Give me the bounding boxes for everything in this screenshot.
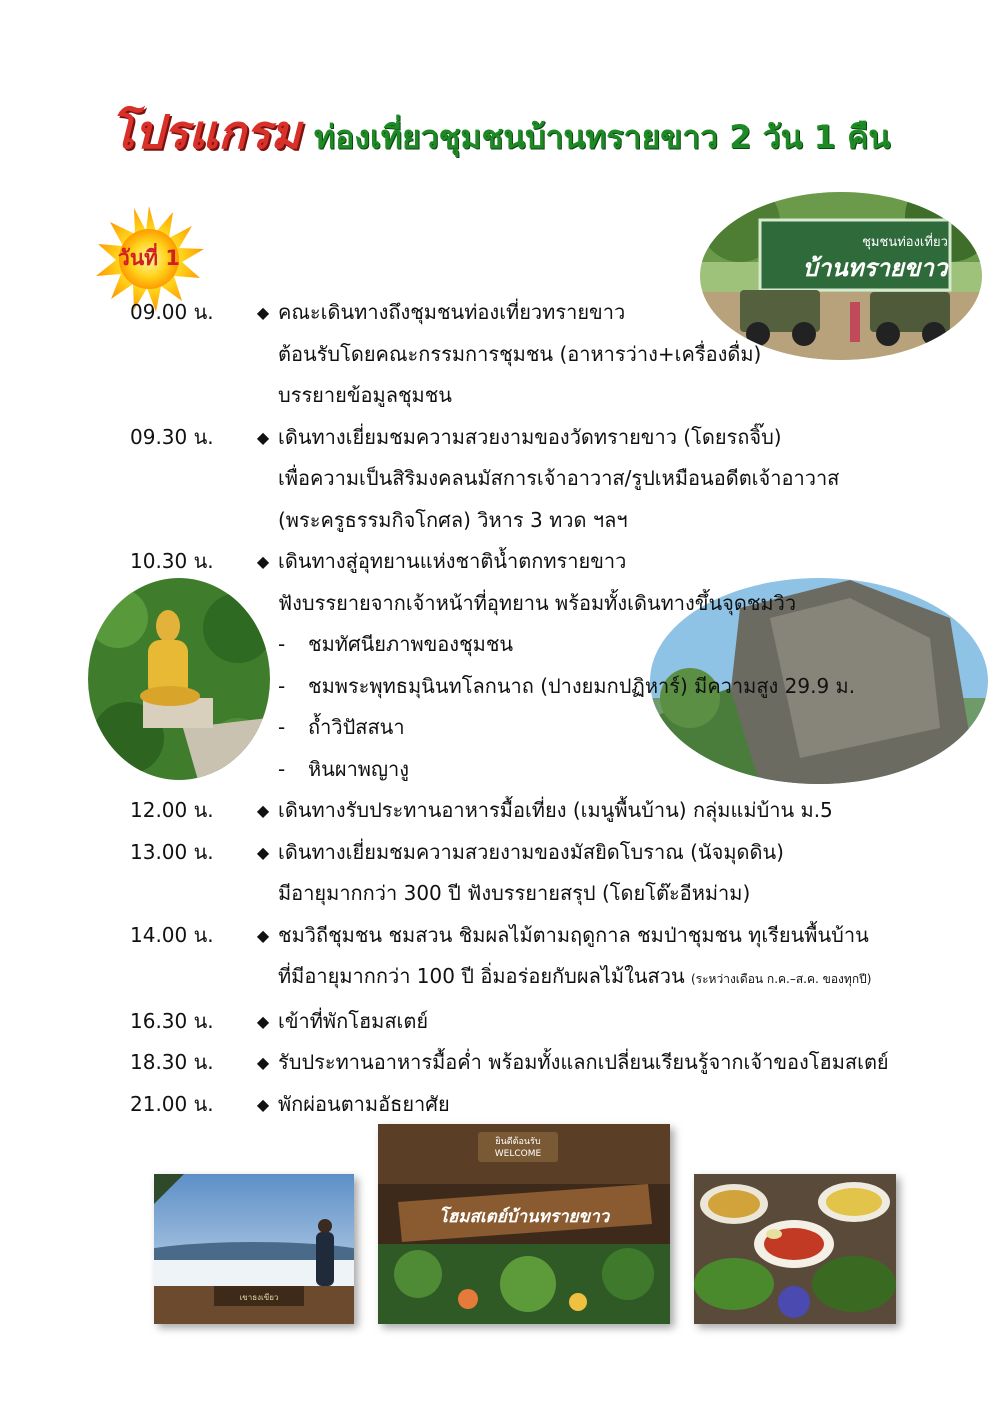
time-label: 09.00 น. xyxy=(130,300,214,324)
activity-line: มีอายุมากกว่า 300 ปี ฟังบรรยายสรุป (โดยโต๊ะอีหม่าม) xyxy=(278,881,751,905)
time-label: 16.30 น. xyxy=(130,1008,214,1033)
activity-line: บรรยายข้อมูลชุมชน xyxy=(278,383,452,407)
schedule-item-1200 xyxy=(130,790,990,832)
time-label: 13.00 น. xyxy=(130,839,214,864)
time-label: 21.00 น. xyxy=(130,1091,214,1116)
diamond-bullet-icon: ◆ xyxy=(256,427,270,447)
diamond-bullet-icon: ◆ xyxy=(256,1053,270,1072)
activity-line: เดินทางรับประทานอาหารมื้อเที่ยง (เมนูพื้นบ้าน) กลุ่มแม่บ้าน ม.5 xyxy=(278,798,833,822)
sub-item-text: ชมทัศนียภาพของชุมชน xyxy=(308,632,514,656)
sub-item-text: ชมพระพุทธมุนินทโลกนาถ (ปางยมกปฏิหาร์) มีความสูง 29.9 ม. xyxy=(308,673,856,698)
diamond-bullet-icon: ◆ xyxy=(256,552,270,571)
diamond-bullet-icon: ◆ xyxy=(256,1011,270,1031)
activity-line: พักผ่อนตามอัธยาศัย xyxy=(278,1091,450,1116)
activity-line: ชมวิถีชุมชน ชมสวน ชิมผลไม้ตามฤดูกาล ชมป่าชุมชน ทุเรียนพื้นบ้าน xyxy=(278,922,869,947)
sign-text-line1: ชุมชนท่องเที่ยว xyxy=(862,235,948,250)
activity-line: เพื่อความเป็นสิริมงคลนมัสการเจ้าอาวาส/รูปเหมือนอดีตเจ้าอาวาส xyxy=(278,466,840,490)
photo-local-food xyxy=(694,1174,896,1324)
welcome-text-en: WELCOME xyxy=(494,1149,542,1159)
diamond-bullet-icon: ◆ xyxy=(256,925,270,945)
day-label: วันที่ 1 xyxy=(118,246,180,270)
diamond-bullet-icon: ◆ xyxy=(256,1094,270,1114)
sub-item xyxy=(278,707,990,749)
time-label: 14.00 น. xyxy=(130,922,214,947)
sign-text-line2: บ้านทรายขาว xyxy=(802,254,948,282)
activity-line xyxy=(278,956,990,1001)
welcome-text-th: ยินดีต้อนรับ xyxy=(495,1137,541,1147)
dash-bullet: - xyxy=(278,756,286,781)
schedule xyxy=(130,292,990,1125)
season-note: (ระหว่างเดือน ก.ค.–ส.ค. ของทุกปี) xyxy=(690,972,872,986)
diamond-bullet-icon: ◆ xyxy=(256,842,270,862)
photo-sea-of-mist-viewpoint xyxy=(154,1174,354,1324)
activity-text: ที่มีอายุมากกว่า 100 ปี อิ่มอร่อยกับผลไม้ในสวน xyxy=(278,964,685,988)
activity-line: ฟังบรรยายจากเจ้าหน้าที่อุทยาน พร้อมทั้งเดินทางขึ้นจุดชมวิว xyxy=(278,590,797,615)
diamond-bullet-icon: ◆ xyxy=(256,801,270,820)
schedule-item-2100 xyxy=(130,1084,990,1126)
sub-item-text: หินผาพญางู xyxy=(308,756,410,781)
homestay-sign-text: โฮมสเตย์บ้านทรายขาว xyxy=(438,1207,610,1227)
sub-item-text: ถ้ำวิปัสสนา xyxy=(308,715,405,739)
time-label: 12.00 น. xyxy=(130,798,214,822)
activity-line: รับประทานอาหารมื้อค่ำ พร้อมทั้งแลกเปลี่ยนเรียนรู้จากเจ้าของโฮมสเตย์ xyxy=(278,1050,889,1074)
photo-homestay-sign xyxy=(378,1124,670,1324)
time-label: 10.30 น. xyxy=(130,549,214,573)
schedule-item-1400 xyxy=(130,915,990,1001)
sub-item xyxy=(278,749,990,791)
title-program: โปรแกรม xyxy=(109,105,301,159)
activity-line: เดินทางเยี่ยมชมความสวยงามของมัสยิดโบราณ (นัจมุดดิน) xyxy=(278,839,784,864)
dash-bullet: - xyxy=(278,632,286,656)
activity-line: คณะเดินทางถึงชุมชนท่องเที่ยวทรายขาว xyxy=(278,300,626,324)
sub-item xyxy=(278,666,990,708)
sub-item xyxy=(278,624,990,666)
diamond-bullet-icon: ◆ xyxy=(256,303,270,322)
page-title xyxy=(0,96,1000,169)
activity-line: เข้าที่พักโฮมสเตย์ xyxy=(278,1008,429,1033)
time-label: 18.30 น. xyxy=(130,1050,214,1074)
activity-line: (พระครูธรรมกิจโกศล) วิหาร 3 ทวด ฯลฯ xyxy=(278,507,628,532)
title-subtitle: ท่องเที่ยวชุมชนบ้านทรายขาว 2 วัน 1 คืน xyxy=(313,118,891,156)
viewpoint-sign-text: เขาธงเขียว xyxy=(239,1293,279,1302)
schedule-item-1630 xyxy=(130,1001,990,1043)
activity-line: เดินทางเยี่ยมชมความสวยงามของวัดทรายขาว (โดยรถจิ๊บ) xyxy=(278,424,782,449)
activity-line: เดินทางสู่อุทยานแห่งชาติน้ำตกทรายขาว xyxy=(278,549,627,573)
dash-bullet: - xyxy=(278,673,286,698)
schedule-item-1830 xyxy=(130,1042,990,1084)
schedule-item-1030 xyxy=(130,541,990,790)
schedule-item-1300 xyxy=(130,832,990,915)
schedule-item-0900 xyxy=(130,292,990,417)
dash-bullet: - xyxy=(278,715,286,739)
activity-line: ต้อนรับโดยคณะกรรมการชุมชน (อาหารว่าง+เครื่องดื่ม) xyxy=(278,341,762,366)
schedule-item-0930 xyxy=(130,417,990,542)
time-label: 09.30 น. xyxy=(130,424,214,449)
